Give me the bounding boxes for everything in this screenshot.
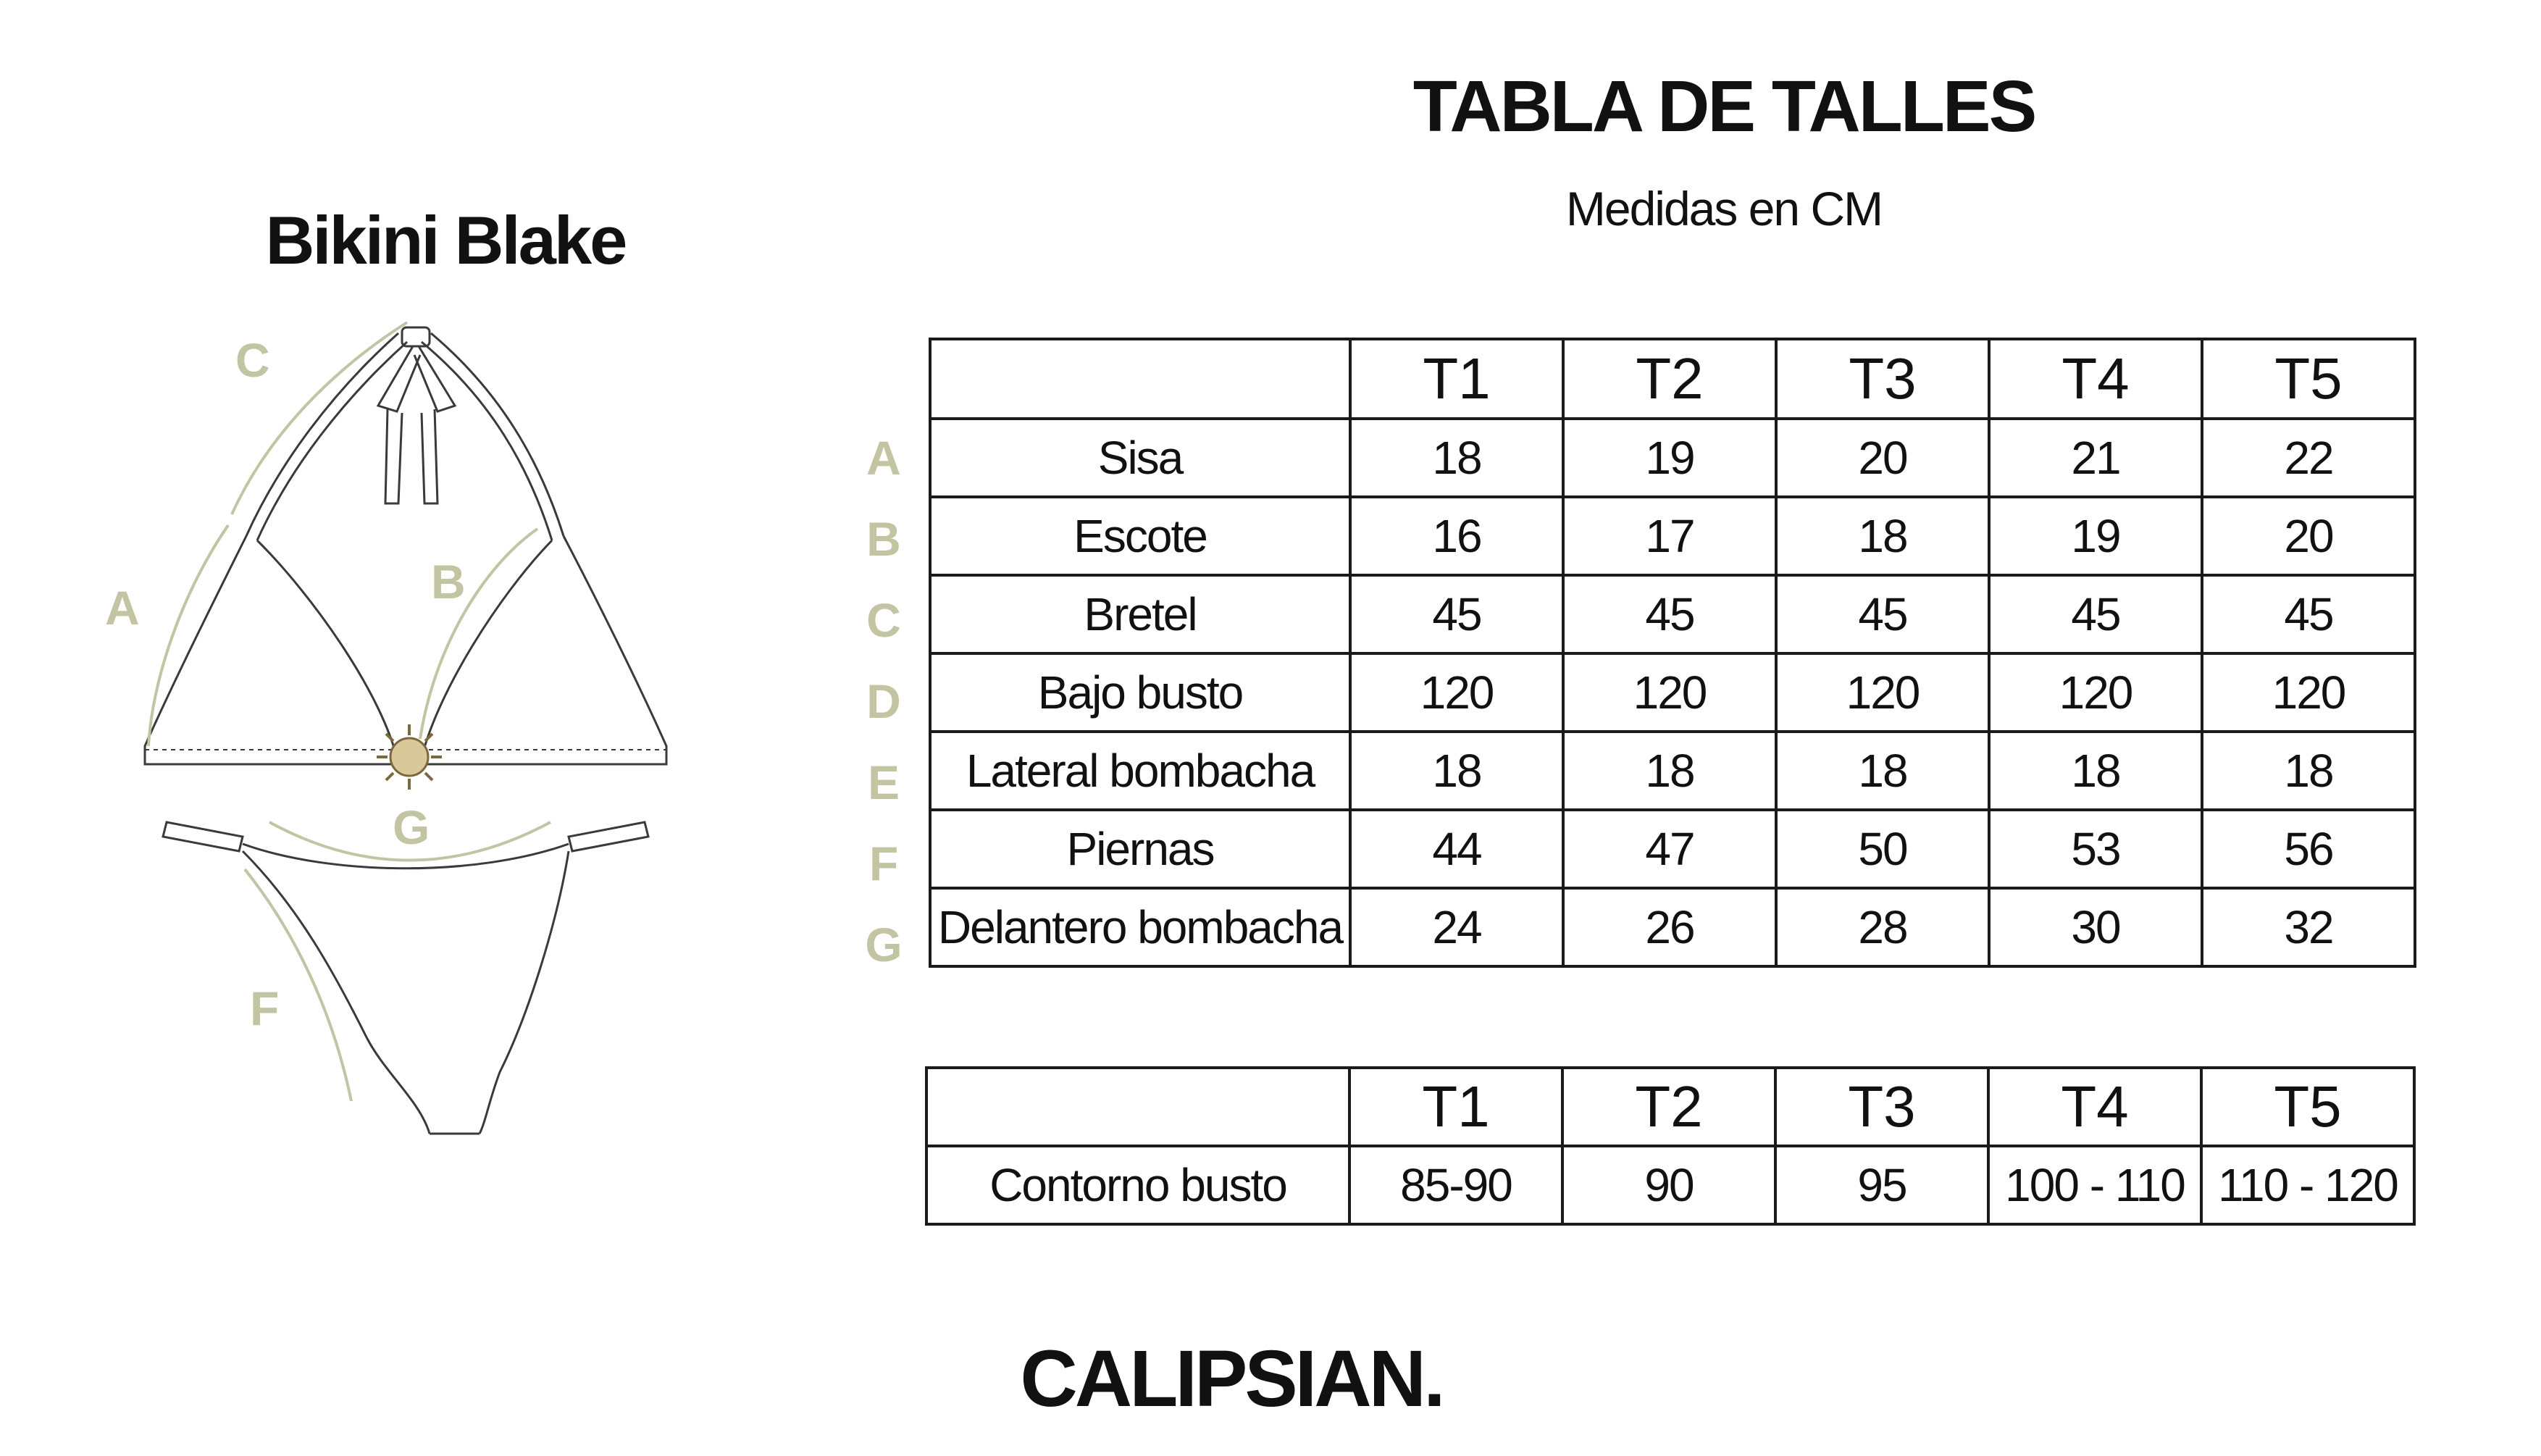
label-a: A	[105, 581, 140, 635]
measure-value: 44	[1350, 810, 1563, 888]
measure-name: Escote	[930, 497, 1350, 575]
row-letter: B	[866, 512, 901, 566]
size-header: T5	[2201, 1068, 2414, 1146]
row-letter: F	[868, 837, 899, 890]
measure-name: Delantero bombacha	[930, 888, 1350, 966]
measurement-guides	[148, 322, 551, 1101]
size-header: T4	[1988, 1068, 2201, 1146]
label-b: B	[431, 555, 466, 608]
measure-value: 20	[1776, 419, 1989, 497]
table-header-row	[930, 339, 2415, 419]
size-header: T1	[1349, 1068, 1562, 1146]
bikini-bottom-outline	[163, 822, 648, 1134]
measure-value: 95	[1775, 1146, 1988, 1224]
header-empty-cell	[926, 1068, 1349, 1146]
table-row	[930, 653, 2415, 732]
row-letter: E	[867, 756, 900, 809]
size-header: T5	[2202, 339, 2415, 419]
measure-name: Contorno busto	[926, 1146, 1349, 1224]
table-header-row	[926, 1068, 2414, 1146]
measure-value: 26	[1563, 888, 1776, 966]
page-title: TABLA DE TALLES	[1412, 66, 2035, 147]
brand-logo: CALIPSIAN.	[1020, 1334, 1443, 1423]
measure-name: Bajo busto	[930, 653, 1350, 732]
label-c: C	[235, 333, 270, 387]
product-name: Bikini Blake	[265, 202, 626, 278]
row-letter: A	[866, 431, 901, 485]
table-row	[930, 888, 2415, 966]
measure-value: 110 - 120	[2201, 1146, 2414, 1224]
bikini-top-outline	[145, 327, 666, 764]
table-row	[930, 497, 2415, 575]
measure-value: 32	[2202, 888, 2415, 966]
measure-value: 85-90	[1349, 1146, 1562, 1224]
measure-value: 50	[1776, 810, 1989, 888]
page-subtitle: Medidas en CM	[1565, 182, 1883, 235]
size-header: T1	[1350, 339, 1563, 419]
measure-value: 24	[1350, 888, 1563, 966]
measure-value: 100 - 110	[1988, 1146, 2201, 1224]
measure-value: 47	[1563, 810, 1776, 888]
measure-value: 19	[1563, 419, 1776, 497]
measure-value: 20	[2202, 497, 2415, 575]
measure-value: 18	[1563, 732, 1776, 810]
measure-value: 45	[2202, 575, 2415, 653]
measure-name: Bretel	[930, 575, 1350, 653]
row-letter: D	[866, 674, 901, 728]
size-header: T2	[1562, 1068, 1775, 1146]
measure-value: 18	[1776, 732, 1989, 810]
measure-value: 21	[1989, 419, 2202, 497]
measure-value: 18	[1989, 732, 2202, 810]
measure-value: 18	[1350, 419, 1563, 497]
measure-value: 16	[1350, 497, 1563, 575]
header-empty-cell	[930, 339, 1350, 419]
measure-value: 120	[1350, 653, 1563, 732]
measure-name: Lateral bombacha	[930, 732, 1350, 810]
measure-value: 56	[2202, 810, 2415, 888]
measurements-table	[929, 338, 2416, 968]
measure-value: 18	[1350, 732, 1563, 810]
row-letter: G	[865, 918, 903, 971]
size-header: T2	[1563, 339, 1776, 419]
size-header: T4	[1989, 339, 2202, 419]
measure-value: 18	[1776, 497, 1989, 575]
measure-value: 28	[1776, 888, 1989, 966]
measure-name: Piernas	[930, 810, 1350, 888]
measure-value: 17	[1563, 497, 1776, 575]
table-row	[926, 1146, 2414, 1224]
bust-table	[925, 1066, 2416, 1226]
size-header: T3	[1775, 1068, 1988, 1146]
table-row	[930, 575, 2415, 653]
table-row	[930, 419, 2415, 497]
bikini-diagram	[94, 304, 688, 1173]
measure-value: 120	[1776, 653, 1989, 732]
label-f: F	[250, 982, 280, 1035]
measure-value: 120	[1989, 653, 2202, 732]
measure-value: 22	[2202, 419, 2415, 497]
measure-value: 45	[1989, 575, 2202, 653]
measure-value: 45	[1563, 575, 1776, 653]
measure-value: 45	[1776, 575, 1989, 653]
measure-name: Sisa	[930, 419, 1350, 497]
measure-value: 18	[2202, 732, 2415, 810]
measure-value: 30	[1989, 888, 2202, 966]
measure-value: 19	[1989, 497, 2202, 575]
label-g: G	[393, 800, 430, 854]
row-letter: C	[866, 593, 901, 647]
measure-value: 90	[1562, 1146, 1775, 1224]
measure-value: 53	[1989, 810, 2202, 888]
measure-value: 45	[1350, 575, 1563, 653]
table-row	[930, 732, 2415, 810]
sun-charm-icon	[377, 724, 442, 790]
size-header: T3	[1776, 339, 1989, 419]
table-row	[930, 810, 2415, 888]
measure-value: 120	[1563, 653, 1776, 732]
measure-value: 120	[2202, 653, 2415, 732]
row-letter-column	[855, 417, 913, 985]
